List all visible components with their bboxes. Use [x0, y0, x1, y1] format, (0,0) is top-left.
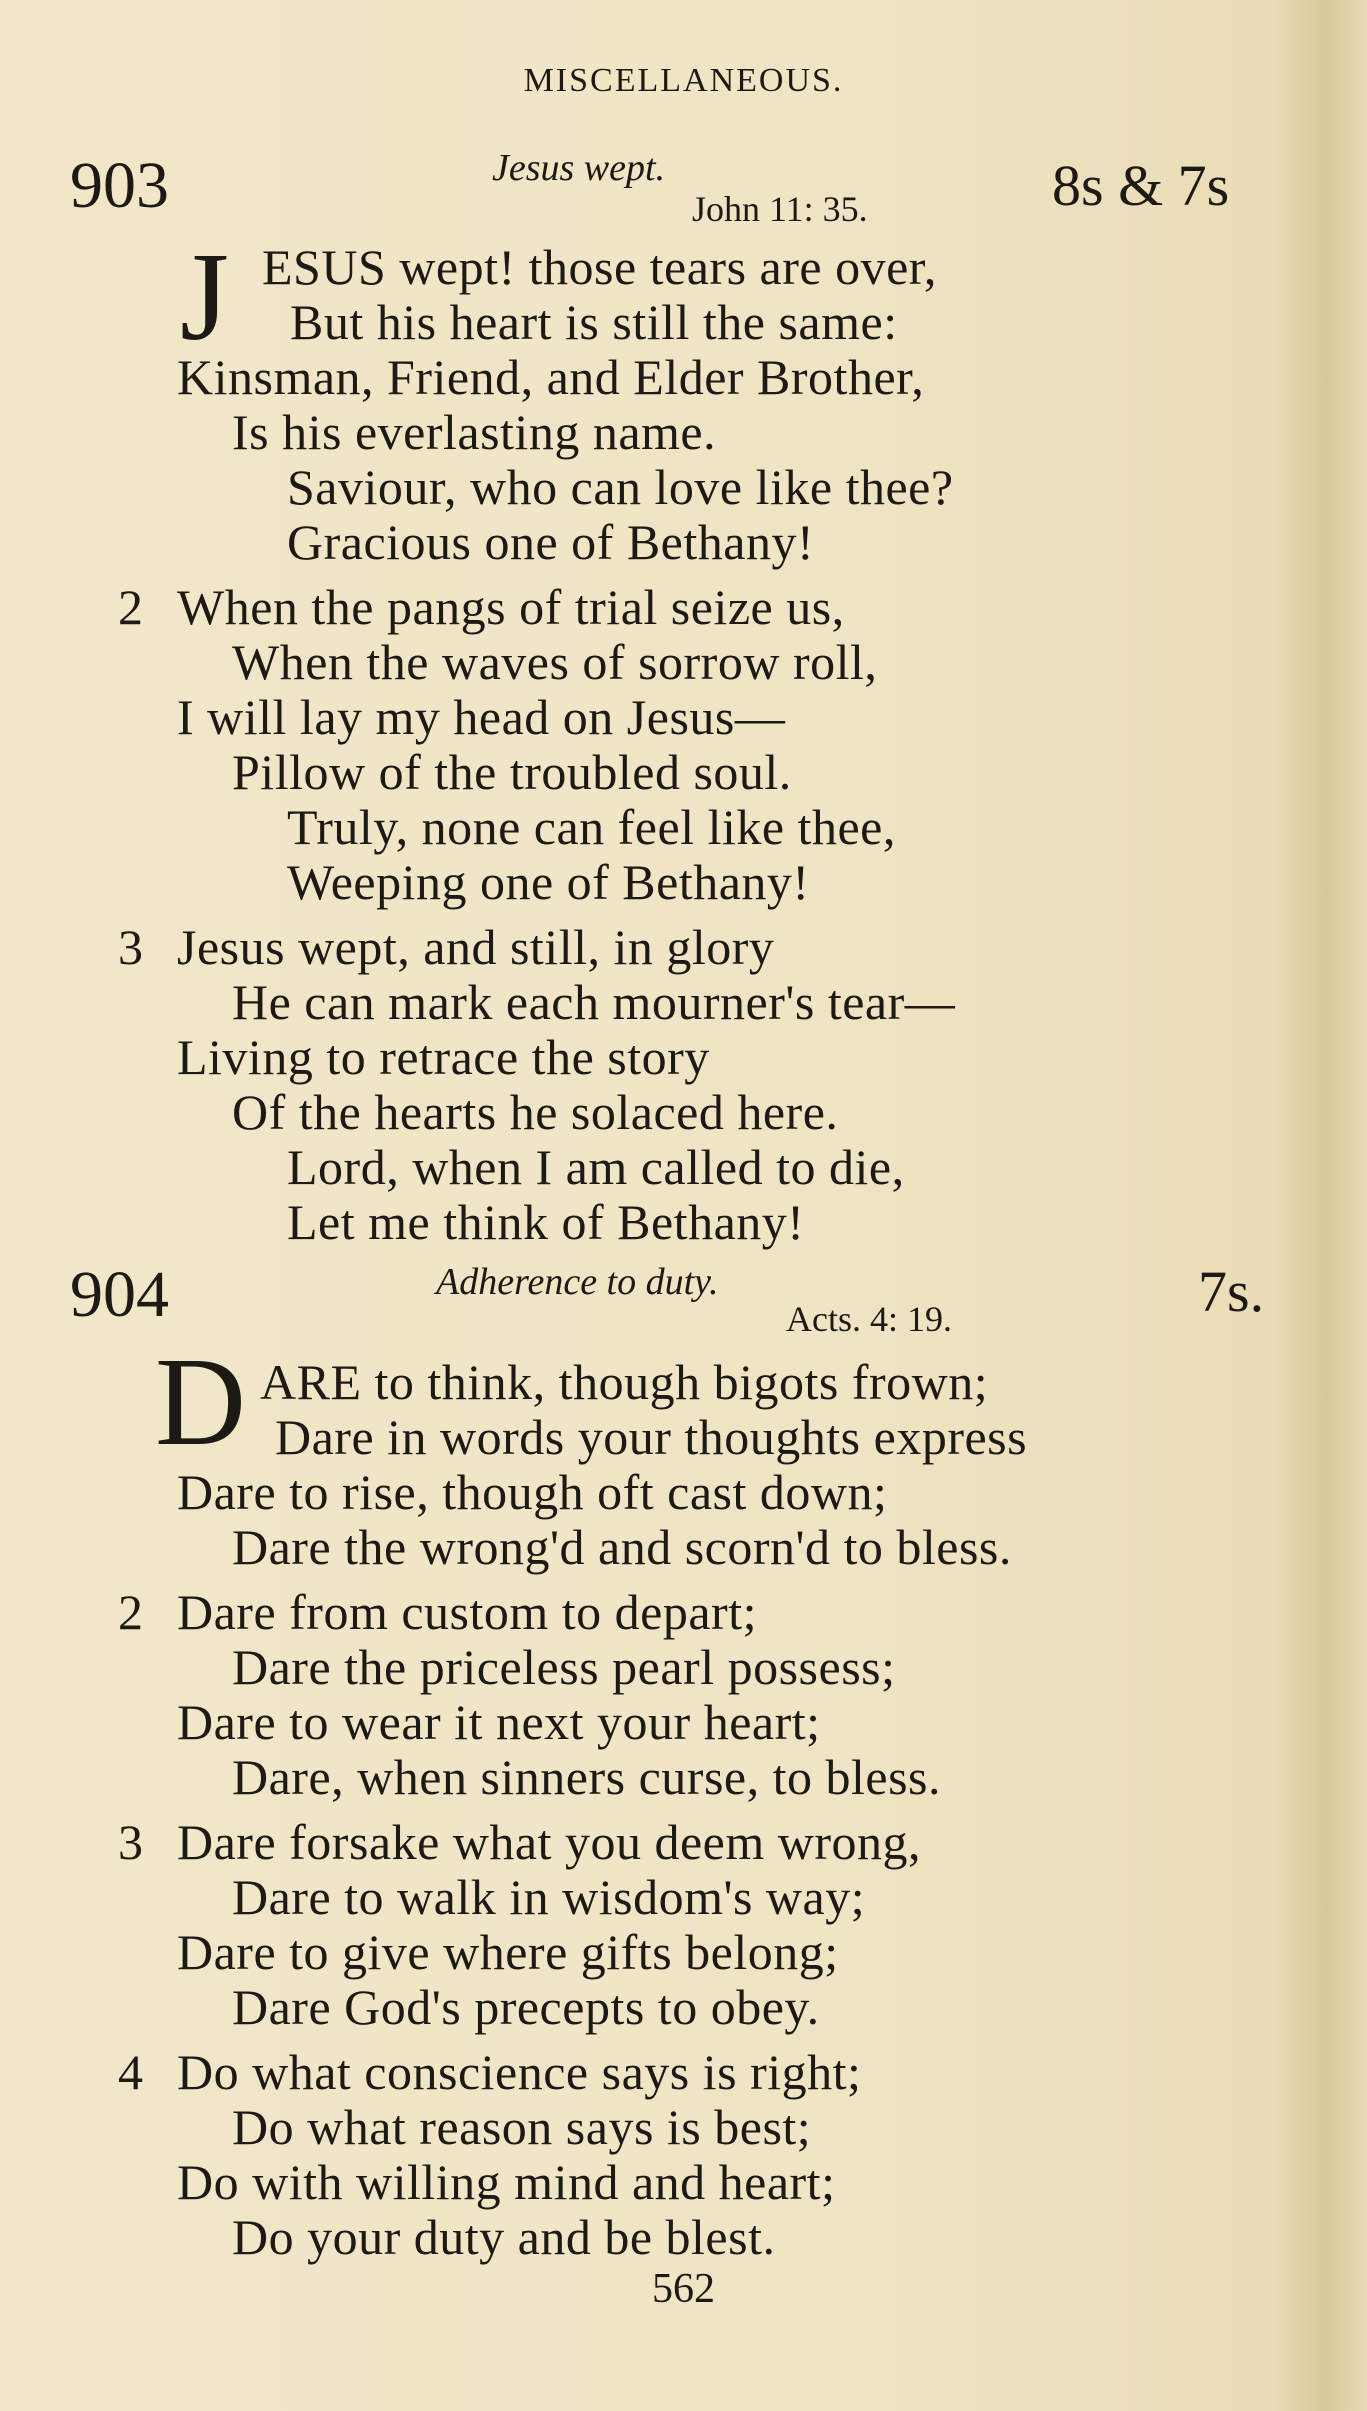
- hymn-line: Weeping one of Bethany!: [287, 854, 810, 910]
- hymn-line: I will lay my head on Jesus—: [177, 689, 786, 745]
- running-head: MISCELLANEOUS.: [523, 62, 844, 99]
- hymn-line: Of the hearts he solaced here.: [232, 1084, 839, 1140]
- hymn-line: Dare to walk in wisdom's way;: [232, 1869, 866, 1925]
- hymn-line: Lord, when I am called to die,: [287, 1139, 905, 1195]
- hymn-line: When the pangs of trial seize us,: [177, 579, 845, 635]
- hymn-line: ARE to think, though bigots frown;: [260, 1354, 989, 1410]
- hymn-line: Dare, when sinners curse, to bless.: [232, 1749, 941, 1805]
- scripture-reference: John 11: 35.: [692, 189, 868, 229]
- verse-number: 3: [118, 1814, 143, 1870]
- verse-number: 3: [118, 919, 143, 975]
- drop-capital: D: [155, 1333, 246, 1472]
- hymn-line: Truly, none can feel like thee,: [287, 799, 896, 855]
- hymn-line: Is his everlasting name.: [232, 404, 717, 460]
- hymn-meter: 7s.: [1198, 1259, 1265, 1324]
- hymn-line: Dare to give where gifts belong;: [177, 1924, 839, 1980]
- hymn-line: Do with willing mind and heart;: [177, 2154, 836, 2210]
- drop-capital: J: [180, 228, 230, 367]
- hymn-number: 904: [70, 1258, 169, 1331]
- hymn-line: ESUS wept! those tears are over,: [262, 239, 937, 295]
- hymn-line: Dare from custom to depart;: [177, 1584, 757, 1640]
- hymn-line: Pillow of the troubled soul.: [232, 744, 792, 800]
- hymn-line: Saviour, who can love like thee?: [287, 459, 954, 515]
- hymn-line: Dare the wrong'd and scorn'd to bless.: [232, 1519, 1012, 1575]
- hymn-line: When the waves of sorrow roll,: [232, 634, 878, 690]
- hymn-line: Kinsman, Friend, and Elder Brother,: [177, 349, 925, 405]
- hymn-meter: 8s & 7s: [1052, 153, 1230, 218]
- hymn-line: But his heart is still the same:: [290, 294, 898, 350]
- hymn-line: He can mark each mourner's tear—: [232, 974, 956, 1030]
- page-number: 562: [652, 2266, 715, 2312]
- hymn-line: Dare forsake what you deem wrong,: [177, 1814, 922, 1870]
- verse-number: 2: [118, 1584, 143, 1640]
- hymn-line: Dare in words your thoughts express: [275, 1409, 1028, 1465]
- hymn-line: Dare God's precepts to obey.: [232, 1979, 820, 2035]
- hymn-title: Adherence to duty.: [436, 1261, 719, 1303]
- hymn-line: Do what conscience says is right;: [177, 2044, 862, 2100]
- hymn-line: Jesus wept, and still, in glory: [177, 919, 775, 975]
- hymn-line: Living to retrace the story: [177, 1029, 710, 1085]
- hymn-line: Let me think of Bethany!: [287, 1194, 805, 1250]
- hymn-number: 903: [70, 149, 169, 222]
- hymn-line: Dare to rise, though oft cast down;: [177, 1464, 888, 1520]
- verse-number: 4: [118, 2044, 143, 2100]
- hymn-line: Dare the priceless pearl possess;: [232, 1639, 896, 1695]
- hymn-line: Do your duty and be blest.: [232, 2209, 776, 2265]
- scripture-reference: Acts. 4: 19.: [786, 1299, 952, 1339]
- hymn-line: Gracious one of Bethany!: [287, 514, 815, 570]
- hymn-line: Do what reason says is best;: [232, 2099, 812, 2155]
- hymn-title: Jesus wept.: [492, 147, 666, 189]
- hymn-line: Dare to wear it next your heart;: [177, 1694, 821, 1750]
- verse-number: 2: [118, 579, 143, 635]
